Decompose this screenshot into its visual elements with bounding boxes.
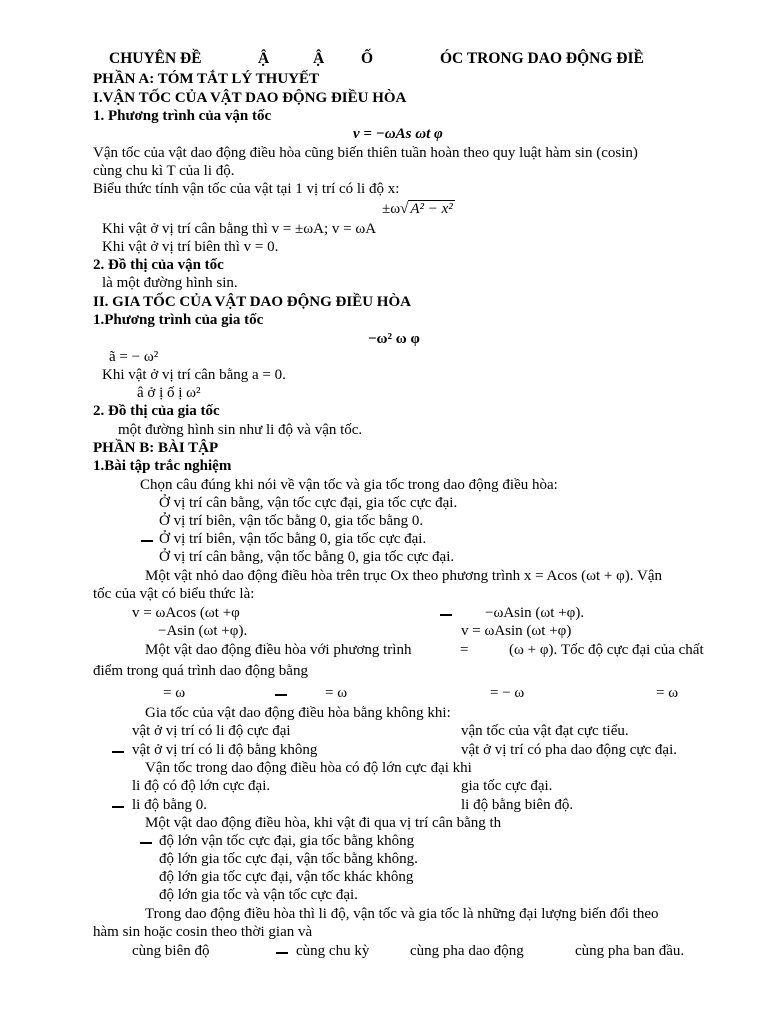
paragraph: cùng chu kì T của li độ. [93,163,235,179]
question-6-stem: Một vật dao động điều hòa, khi vật đi qua vị trí cân bằng th [145,815,502,831]
question-5-option-d: li độ bằng biên độ. [461,797,574,813]
question-3-option-c: = − ω [490,685,525,701]
question-5-option-c: li độ bằng 0. [132,797,207,813]
acceleration-equation: −ω² ω φ [368,331,420,347]
question-2-option-b: −ωAsin (ωt +φ). [485,605,585,621]
question-1-option-d: Ở vị trí cân bằng, vận tốc bằng 0, gia tốc cực đại. [159,549,455,565]
question-4-option-d: vật ở vị trí có pha dao động cực đại. [461,742,677,758]
answer-mark [440,604,452,616]
paragraph: Vận tốc của vật dao động điều hòa cũng biến thiên tuần hoàn theo quy luật hàm sin (cosin) [93,145,638,161]
velocity-equation: v = −ωAs ωt φ [353,126,443,142]
question-7-option-d: cùng pha ban đầu. [575,943,685,959]
question-1-stem: Chọn câu đúng khi nói về vận tốc và gia tốc trong dao động điều hòa: [140,477,558,493]
question-1-option-b: Ở vị trí biên, vận tốc bằng 0, gia tốc bằng 0. [159,513,424,529]
formula-prefix: ±ω [382,201,401,217]
question-2-option-c: −Asin (ωt +φ). [158,623,248,639]
section-2-sub-1: 1.Phương trình của gia tốc [93,312,264,328]
question-6-option-b: độ lớn gia tốc cực đại, vận tốc bằng không. [159,851,418,867]
question-2-option-a: v = ωAcos (ωt +φ [132,605,240,621]
question-3-option-d: = ω [656,685,679,701]
question-7-option-a: cùng biên độ [132,943,210,959]
answer-mark [140,832,152,844]
paragraph: Khi vật ở vị trí biên thì v = 0. [102,239,279,255]
question-3-stem: Một vật dao động điều hòa với phương trình [145,642,412,658]
doc-title-part-2: Ậ [258,50,270,67]
question-2-stem: Một vật nhỏ dao động điều hòa trên trục Ox theo phương trình x = Acos (ωt + φ). Vận [145,568,662,584]
question-5-option-a: li độ có độ lớn cực đại. [132,778,271,794]
answer-mark [276,942,288,954]
doc-title-part-4: Ố [361,50,374,67]
section-1-sub-2: 2. Đồ thị của vận tốc [93,257,224,273]
question-6-option-a: độ lớn vận tốc cực đại, gia tốc bằng không [159,833,415,849]
question-6-option-d: độ lớn gia tốc và vận tốc cực đại. [159,887,358,903]
question-3-stem: (ω + φ). Tốc độ cực đại của chất [509,642,704,658]
question-5-option-b: gia tốc cực đại. [461,778,553,794]
question-7-option-c: cùng pha dao động [410,943,524,959]
velocity-x-formula [382,200,455,218]
question-7-option-b: cùng chu kỳ [296,943,370,959]
question-1-option-c: Ở vị trí biên, vận tốc bằng 0, gia tốc cực đại. [159,531,427,547]
paragraph: Khi vật ở vị trí cân bằng thì v = ±ωA; v = ωA [102,221,377,237]
section-1-sub-1: 1. Phương trình của vận tốc [93,108,272,124]
question-4-stem: Gia tốc của vật dao động điều hòa bằng không khi: [145,705,451,721]
formula-radicand: A² − x² [410,201,453,217]
paragraph: â ở ị ố ị ω² [137,385,201,401]
section-2-heading: II. GIA TỐC CỦA VẬT DAO ĐỘNG ĐIỀU HÒA [93,294,411,310]
question-4-option-c: vật ở vị trí có li độ bằng không [132,742,318,758]
section-1-heading: I.VẬN TỐC CỦA VẬT DAO ĐỘNG ĐIỀU HÒA [93,90,407,106]
paragraph: một đường hình sin như li độ và vận tốc. [118,422,363,438]
answer-mark [275,684,287,696]
paragraph: Khi vật ở vị trí cân bằng a = 0. [102,367,286,383]
sqrt-sign: √ [400,201,409,217]
question-3-stem: điểm trong quá trình dao động bằng [93,663,308,679]
question-4-option-a: vật ở vị trí có li độ cực đại [132,723,291,739]
doc-title-part-5: ÓC TRONG DAO ĐỘNG ĐIỀ [440,50,644,67]
question-4-option-b: vận tốc của vật đạt cực tiểu. [461,723,629,739]
answer-mark [112,741,124,753]
paragraph: Biểu thức tính vận tốc của vật tại 1 vị trí có li độ x: [93,181,400,197]
question-5-stem: Vận tốc trong dao động điều hòa có độ lớn cực đại khi [145,760,472,776]
acceleration-formula: ã = − ω² [109,349,159,365]
part-a-heading: PHẦN A: TÓM TẮT LÝ THUYẾT [93,71,320,87]
question-7-stem: Trong dao động điều hòa thì li độ, vận tốc và gia tốc là những đại lượng biến đổi theo [145,906,659,922]
doc-title-part-1: CHUYÊN ĐỀ [109,50,202,67]
question-3-option-a: = ω [163,685,186,701]
part-b-heading: PHẦN B: BÀI TẬP [93,440,219,456]
question-3-stem: = [460,642,469,658]
question-6-option-c: độ lớn gia tốc cực đại, vận tốc khác không [159,869,414,885]
question-1-option-a: Ở vị trí cân bằng, vận tốc cực đại, gia tốc cực đại. [159,495,458,511]
section-2-sub-2: 2. Đồ thị của gia tốc [93,403,220,419]
answer-mark [112,796,124,808]
question-2-stem: tốc của vật có biểu thức là: [93,586,255,602]
question-7-stem: hàm sin hoặc cosin theo thời gian và [93,924,313,940]
question-3-option-b: = ω [325,685,348,701]
paragraph: là một đường hình sin. [102,275,238,291]
doc-title-part-3: Ậ [313,50,325,67]
answer-mark [141,530,153,542]
question-2-option-d: v = ωAsin (ωt +φ) [461,623,572,639]
part-b-sub-1: 1.Bài tập trắc nghiệm [93,458,232,474]
